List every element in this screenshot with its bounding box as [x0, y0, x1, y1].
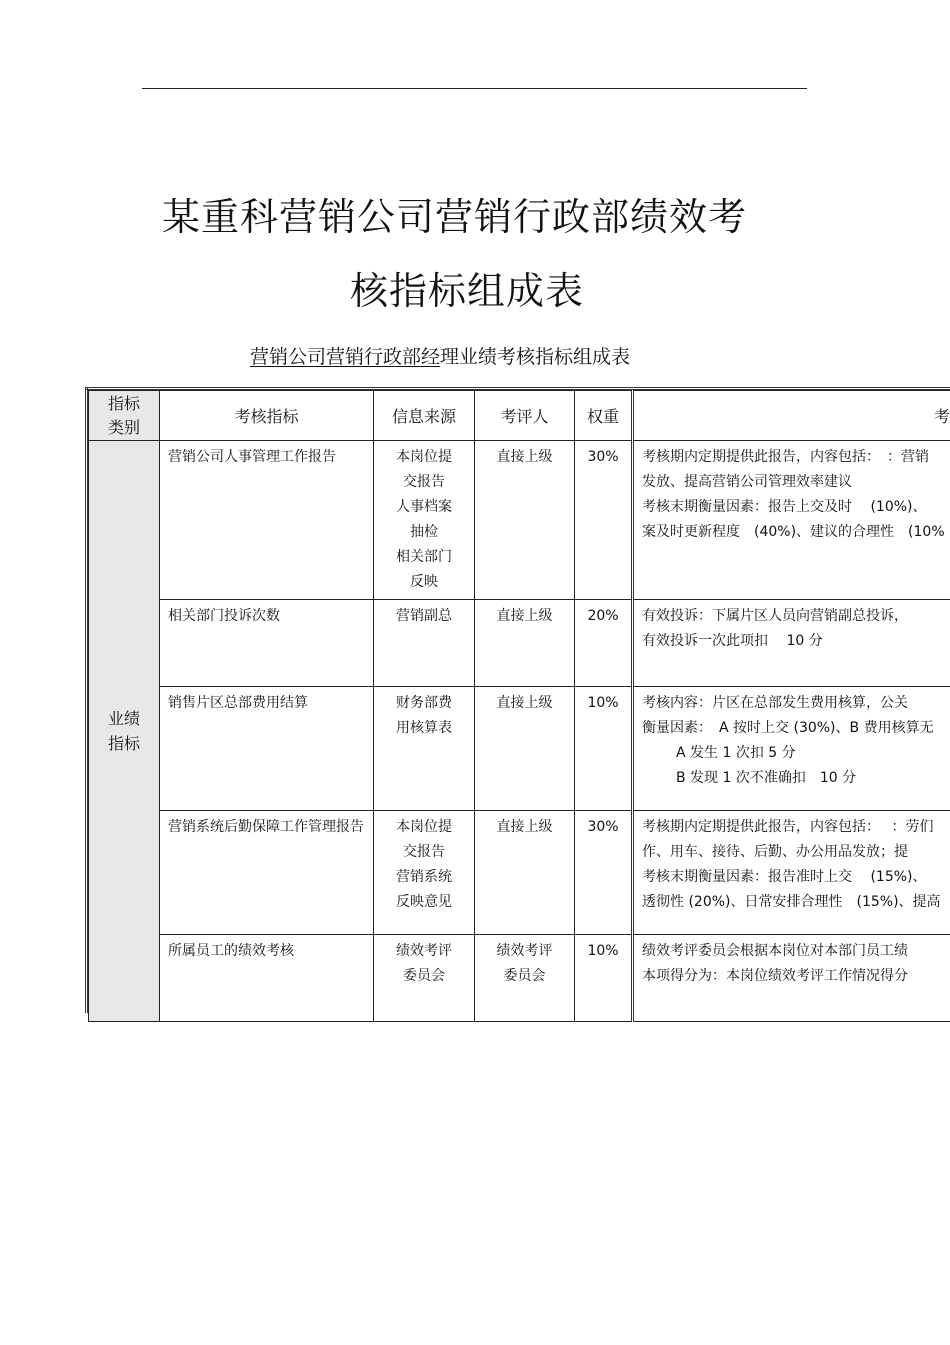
source-line: 抽检: [410, 524, 438, 540]
description-line: 考核内容：片区在总部发生费用核算，公关: [642, 695, 908, 711]
description-line: 案及时更新程度 (40%)、建议的合理性 (10%: [642, 524, 945, 540]
weight-cell: 30%: [575, 811, 633, 935]
indicator-table-wrapper: [85, 387, 950, 1027]
description-line: 发放、提高营销公司管理效率建议: [642, 474, 852, 490]
description-line: 衡量因素： A 按时上交 (30%)、B 费用核算无: [642, 720, 934, 736]
description-cell: [633, 935, 950, 1022]
source-cell: [374, 811, 475, 935]
source-cell: 营销副总: [374, 600, 475, 687]
header-weight: 权重: [575, 391, 633, 441]
description-cell: [633, 441, 950, 600]
source-line: 营销系统: [396, 869, 452, 885]
table-row: [89, 441, 950, 600]
description-line: 考核期内定期提供此报告，内容包括： ：劳们: [642, 819, 934, 835]
table-row: [89, 687, 950, 811]
source-line: 反映: [410, 574, 438, 590]
source-cell: [374, 935, 475, 1022]
source-line: 交报告: [403, 844, 445, 860]
indicator-table: [88, 390, 950, 1022]
source-line: 本岗位提: [396, 819, 452, 835]
subtitle-underlined-part: 营销公司营销行政部经: [250, 346, 441, 368]
source-line: 人事档案: [396, 499, 452, 515]
source-line: 反映意见: [396, 894, 452, 910]
source-line: 本岗位提: [396, 449, 452, 465]
header-category-line: 指标: [107, 393, 140, 413]
description-line: 本项得分为：本岗位绩效考评工作情况得分: [642, 968, 908, 984]
description-cell: [633, 811, 950, 935]
subtitle-rest: 理业绩考核指标组成表: [440, 346, 631, 368]
weight-cell: 10%: [575, 687, 633, 811]
description-line: 有效投诉：下属片区人员向营销副总投诉，: [642, 608, 908, 624]
description-cell: [633, 687, 950, 811]
indicator-cell: 销售片区总部费用结算: [160, 687, 374, 811]
indicator-cell: 所属员工的绩效考核: [160, 935, 374, 1022]
source-line: 绩效考评: [396, 943, 452, 959]
indicator-cell: 营销公司人事管理工作报告: [160, 441, 374, 600]
weight-cell: 10%: [575, 935, 633, 1022]
header-row: [89, 391, 950, 441]
table-row: [89, 811, 950, 935]
category-cell: [89, 441, 160, 1022]
reviewer-cell: 直接上级: [475, 441, 575, 600]
table-subtitle: [250, 342, 630, 369]
category-label-line: 指标: [107, 734, 140, 753]
header-description: 考: [633, 391, 950, 441]
description-line: 有效投诉一次此项扣 10 分: [642, 633, 823, 649]
weight-cell: 20%: [575, 600, 633, 687]
reviewer-cell: [475, 935, 575, 1022]
category-label-line: 业绩: [107, 709, 140, 728]
indicator-cell: 营销系统后勤保障工作管理报告: [160, 811, 374, 935]
indicator-cell: 相关部门投诉次数: [160, 600, 374, 687]
table-row: [89, 600, 950, 687]
top-rule: [142, 88, 807, 89]
description-line: 考核期内定期提供此报告，内容包括： ：营销: [642, 449, 929, 465]
header-reviewer: 考评人: [475, 391, 575, 441]
weight-cell: 30%: [575, 441, 633, 600]
reviewer-cell: 直接上级: [475, 811, 575, 935]
table-row: [89, 935, 950, 1022]
reviewer-line: 委员会: [503, 968, 546, 984]
source-line: 交报告: [403, 474, 445, 490]
description-line: 透彻性 (20%)、日常安排合理性 (15%)、提高: [642, 894, 941, 910]
description-line: 作、用车、接待、后勤、办公用品发放；提: [642, 844, 908, 860]
source-cell: [374, 441, 475, 600]
header-category: [89, 391, 160, 441]
source-line: 财务部费: [396, 695, 452, 711]
header-source: 信息来源: [374, 391, 475, 441]
description-line: 考核末期衡量因素：报告准时上交 (15%)、: [642, 869, 927, 885]
description-line: 绩效考评委员会根据本岗位对本部门员工绩: [642, 943, 908, 959]
document-title-line-1: 某重科营销公司营销行政部绩效考: [162, 195, 748, 239]
header-category-line: 类别: [107, 417, 140, 437]
reviewer-cell: 直接上级: [475, 600, 575, 687]
description-cell: [633, 600, 950, 687]
reviewer-line: 绩效考评: [496, 943, 553, 959]
source-line: 相关部门: [396, 549, 452, 565]
source-cell: [374, 687, 475, 811]
source-line: 用核算表: [396, 720, 452, 736]
document-title-line-2: 核指标组成表: [350, 269, 585, 313]
description-line: A 发生 1 次扣 5 分: [676, 745, 796, 761]
source-line: 委员会: [403, 968, 445, 984]
description-line: B 发现 1 次不准确扣 10 分: [676, 770, 857, 786]
header-indicator: 考核指标: [160, 391, 374, 441]
reviewer-cell: 直接上级: [475, 687, 575, 811]
description-line: 考核末期衡量因素：报告上交及时 (10%)、: [642, 499, 927, 515]
